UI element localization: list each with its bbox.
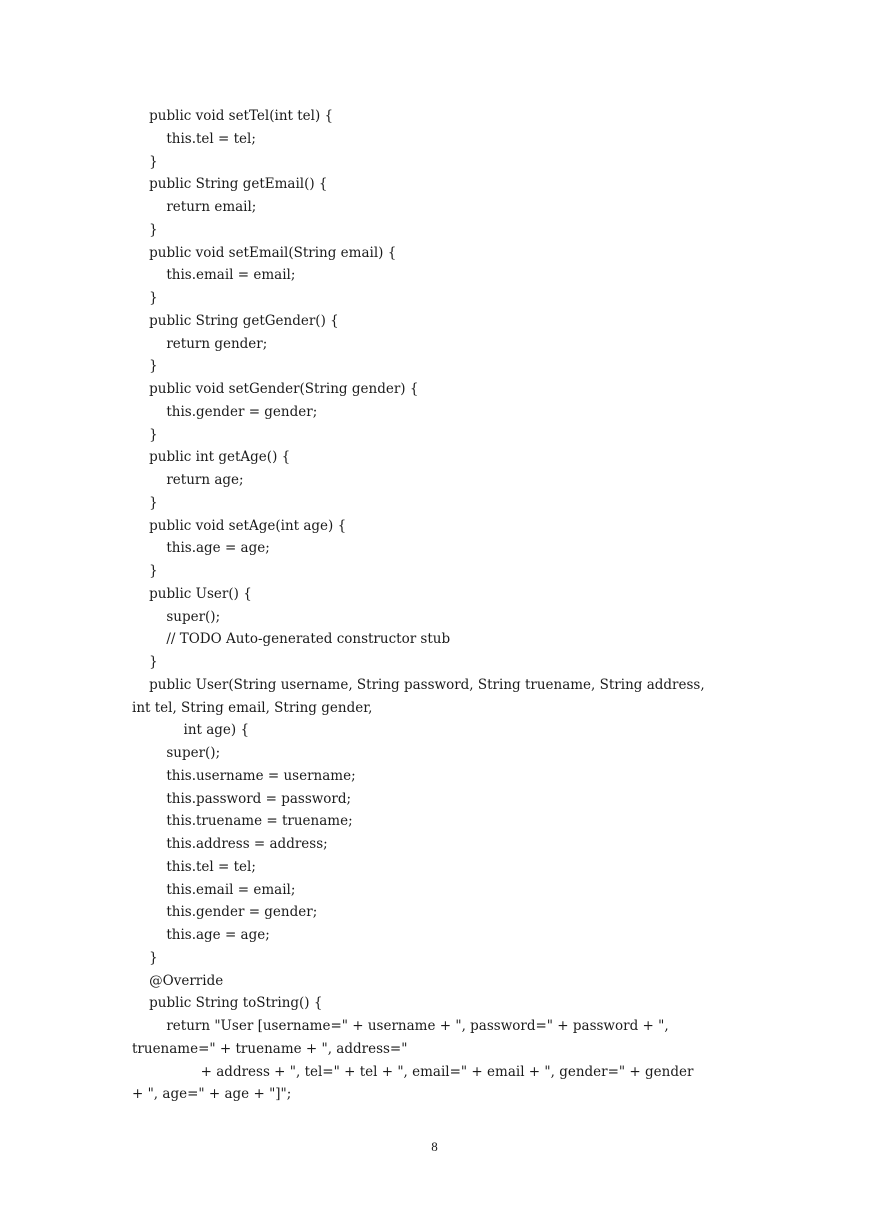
code-line: this.email = email; — [132, 881, 296, 898]
code-line: public User() { — [132, 585, 252, 602]
code-line: } — [132, 221, 158, 238]
code-line: this.gender = gender; — [132, 403, 318, 420]
code-line: } — [132, 358, 158, 375]
code-line: this.email = email; — [132, 267, 296, 284]
code-line: @Override — [132, 972, 224, 989]
code-line: this.username = username; — [132, 767, 356, 784]
code-line: } — [132, 563, 158, 579]
code-line: return gender; — [132, 335, 268, 352]
code-line: this.gender = gender; — [132, 904, 318, 921]
code-line: } — [132, 494, 158, 511]
code-line: this.address = address; — [132, 836, 328, 852]
code-line: return age; — [132, 472, 244, 488]
code-line: public void setAge(int age) { — [132, 517, 347, 534]
code-line: public String getEmail() { — [132, 176, 328, 193]
code-line: this.password = password; — [132, 790, 352, 807]
code-line: } — [132, 654, 158, 670]
code-line: } — [132, 426, 158, 443]
code-line: public User(String username, String password, String truename, String address, — [132, 676, 705, 693]
code-line: public void setGender(String gender) { — [132, 381, 419, 397]
code-line: public void setEmail(String email) { — [132, 244, 397, 261]
code-line: public int getAge() { — [132, 449, 291, 466]
code-line: this.truename = truename; — [132, 813, 353, 830]
code-line: public String getGender() { — [132, 312, 339, 329]
code-line: this.tel = tel; — [132, 130, 256, 147]
code-line: + address + ", tel=" + tel + ", email=" + email + ", gender=" + gender — [132, 1063, 694, 1080]
code-line: return "User [username=" + username + ", password=" + password + ", — [132, 1018, 669, 1034]
code-line: this.age = age; — [132, 540, 270, 557]
code-line: truename=" + truename + ", address=" — [132, 1040, 408, 1057]
code-line: } — [132, 290, 158, 306]
code-line: } — [132, 153, 158, 170]
code-line: public String toString() { — [132, 995, 323, 1012]
code-block — [132, 105, 752, 1106]
code-line: } — [132, 949, 158, 966]
code-line: return email; — [132, 199, 257, 215]
code-line: this.tel = tel; — [132, 858, 256, 875]
page-number: 8 — [431, 1139, 438, 1154]
code-line: int age) { — [132, 722, 250, 739]
code-line: + ", age=" + age + "]"; — [132, 1086, 292, 1103]
code-line: this.age = age; — [132, 927, 270, 943]
code-line: super(); — [132, 745, 221, 761]
code-line: int tel, String email, String gender, — [132, 699, 373, 716]
code-line: super(); — [132, 608, 221, 625]
code-line: // TODO Auto-generated constructor stub — [132, 631, 451, 648]
code-line: public void setTel(int tel) { — [132, 108, 334, 124]
